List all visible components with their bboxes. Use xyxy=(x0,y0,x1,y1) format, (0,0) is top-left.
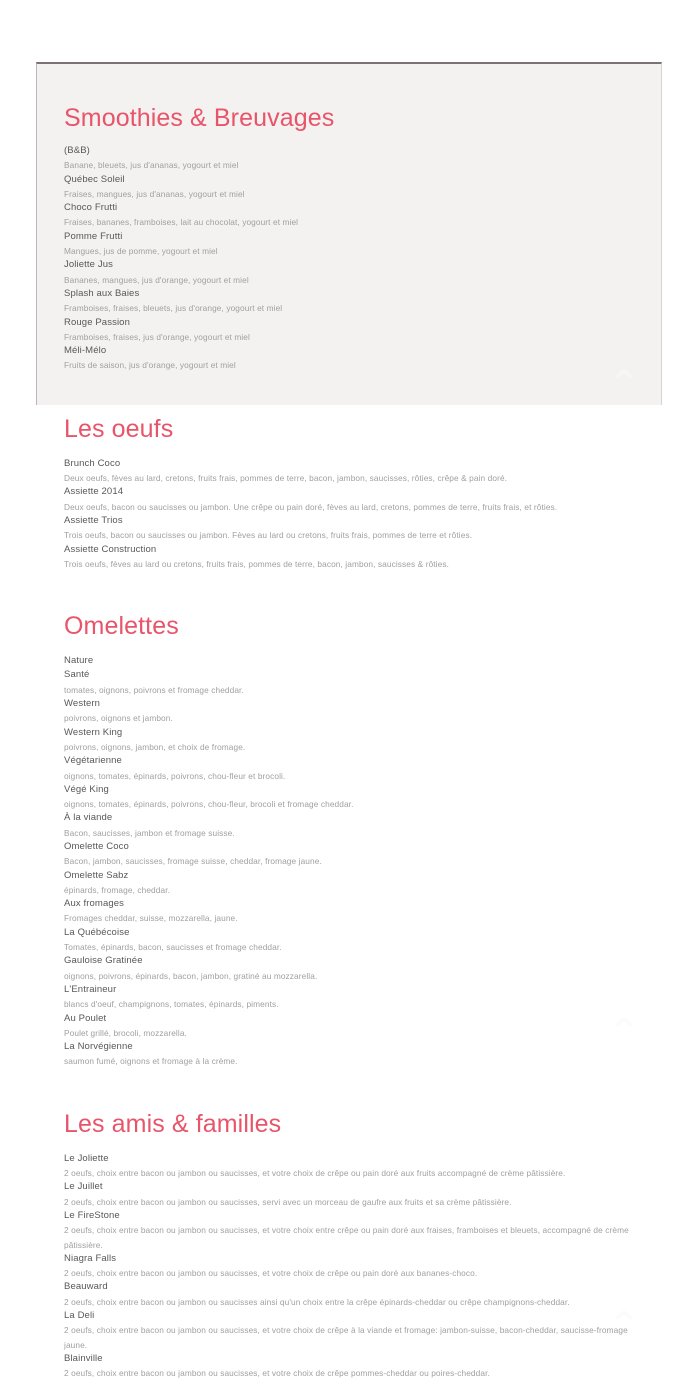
menu-item-name: Rouge Passion xyxy=(64,316,130,328)
menu-item-name: L'Entraineur xyxy=(64,983,117,995)
menu-item-description: 2 oeufs, choix entre bacon ou jambon ou saucisses, servi avec un morceau de gaufre aux fruits et sa crème pâtissière. xyxy=(64,1196,512,1207)
menu-item-description: 2 oeufs, choix entre bacon ou jambon ou saucisses, et votre choix de crêpe ou pain doré aux bananes-choco. xyxy=(64,1268,478,1279)
menu-item-name: Végétarienne xyxy=(64,755,122,767)
menu-item-description: tomates, oignons, poivrons et fromage cheddar. xyxy=(64,684,244,695)
menu-item-description: 2 oeufs, choix entre bacon ou jambon ou saucisses, et votre choix entre crêpe ou pain doré aux fraises, framboises et bleuets, accompagné de crème pâtissière. xyxy=(64,1225,629,1250)
menu-item xyxy=(64,144,662,173)
menu-item xyxy=(64,1012,662,1041)
menu-item-description: Bananes, mangues, jus d'orange, yogourt et miel xyxy=(64,274,249,285)
menu-item-description: 2 oeufs, choix entre bacon ou jambon ou saucisses, et votre choix de crêpe ou pain doré aux fruits accompagné de crème pâtissière. xyxy=(64,1168,566,1179)
menu-item-list xyxy=(64,457,662,571)
menu-item-name: Pomme Frutti xyxy=(64,230,123,242)
menu-item-description: Trois oeufs, bacon ou saucisses ou jambon. Fèves au lard ou cretons, fruits frais, pommes de terre et rôties. xyxy=(64,530,473,541)
menu-item-description: blancs d'oeuf, champignons, tomates, épinards, piments. xyxy=(64,999,279,1010)
menu-item-description: Mangues, jus de pomme, yogourt et miel xyxy=(64,246,218,257)
menu-item-description: oignons, poivrons, épinards, bacon, jambon, gratiné au mozzarella. xyxy=(64,970,318,981)
menu-item xyxy=(64,258,662,287)
menu-item xyxy=(64,840,662,869)
menu-item-name: Gauloise Gratinée xyxy=(64,955,143,967)
menu-section-omelettes xyxy=(0,611,698,1069)
menu-item-name: Niagra Falls xyxy=(64,1252,117,1264)
menu-item xyxy=(64,869,662,898)
menu-item-name: À la viande xyxy=(64,812,113,824)
menu-item xyxy=(64,754,662,783)
menu-item-name: Le Juillet xyxy=(64,1181,103,1193)
menu-item-description: Fraises, bananes, framboises, lait au chocolat, yogourt et miel xyxy=(64,217,299,228)
menu-item-description: Fruits de saison, jus d'orange, yogourt et miel xyxy=(64,360,236,371)
menu-item xyxy=(64,543,662,572)
menu-item-name: Western xyxy=(64,698,101,710)
menu-item-description: poivrons, oignons et jambon. xyxy=(64,713,173,724)
menu-item-description: 2 oeufs, choix entre bacon ou jambon ou saucisses ainsi qu'un choix entre la crêpe épinards-cheddar ou crêpe champignons-cheddar. xyxy=(64,1296,570,1307)
menu-item-list xyxy=(64,144,662,373)
menu-item-name: Beauward xyxy=(64,1281,108,1293)
menu-item-description: oignons, tomates, épinards, poivrons, chou-fleur, brocoli et fromage cheddar. xyxy=(64,799,354,810)
menu-item-name: Aux fromages xyxy=(64,898,125,910)
menu-item-description: Fromages cheddar, suisse, mozzarella, jaune. xyxy=(64,913,238,924)
menu-item xyxy=(64,783,662,812)
menu-item xyxy=(64,726,662,755)
menu-section-amis xyxy=(0,1109,698,1381)
menu-item-description: Fraises, mangues, jus d'ananas, yogourt et miel xyxy=(64,188,245,199)
scroll-to-top-chevron-up-icon[interactable] xyxy=(613,1307,635,1323)
menu-item-description: Banane, bleuets, jus d'ananas, yogourt et miel xyxy=(64,160,239,171)
menu-item-list xyxy=(64,654,662,1069)
menu-item-name: Méli-Mélo xyxy=(64,345,107,357)
menu-item-list xyxy=(64,1152,662,1381)
menu-item xyxy=(64,1152,662,1181)
menu-item-name: Western King xyxy=(64,726,123,738)
menu-item xyxy=(64,173,662,202)
menu-item-name: La Deli xyxy=(64,1310,95,1321)
menu-item xyxy=(64,201,662,230)
menu-item-name: Blainville xyxy=(64,1352,103,1364)
menu-item xyxy=(64,983,662,1012)
menu-item xyxy=(64,485,662,514)
menu-item xyxy=(64,1180,662,1209)
menu-item-name: La Norvégienne xyxy=(64,1041,133,1053)
menu-item-description: oignons, tomates, épinards, poivrons, chou-fleur et brocoli. xyxy=(64,770,286,781)
menu-item-description: Trois oeufs, fèves au lard ou cretons, fruits frais, pommes de terre, bacon, jambon, saucisses & rôties. xyxy=(64,558,449,569)
menu-item-description: Deux oeufs, bacon ou saucisses ou jambon. Une crêpe ou pain doré, fèves au lard, cretons, pommes de terre, fruits frais, et rôties. xyxy=(64,501,558,512)
menu-item xyxy=(64,1209,662,1252)
menu-item xyxy=(64,1252,662,1281)
menu-section-oeufs xyxy=(0,414,698,571)
menu-item-name: Assiette Construction xyxy=(64,543,157,555)
menu-item xyxy=(64,897,662,926)
menu-item xyxy=(64,926,662,955)
menu-item-description: épinards, fromage, cheddar. xyxy=(64,884,171,895)
menu-item-description: 2 oeufs, choix entre bacon ou jambon ou saucisses, et votre choix de crêpe à la viande et fromage: jambon-suisse, bacon-cheddar, saucisse-fromage jaune. xyxy=(64,1325,628,1350)
menu-item xyxy=(64,1280,662,1309)
menu-item xyxy=(64,1352,662,1381)
menu-item xyxy=(64,344,662,373)
menu-item-name: Le Joliette xyxy=(64,1152,109,1164)
scroll-to-top-chevron-up-icon[interactable] xyxy=(613,366,635,382)
menu-item xyxy=(64,1309,662,1352)
section-title: Omelettes xyxy=(64,612,179,641)
menu-item-name: Joliette Jus xyxy=(64,259,113,271)
menu-item-name: Santé xyxy=(64,669,90,681)
menu-item-description: saumon fumé, oignons et fromage à la crème. xyxy=(64,1056,238,1067)
menu-item xyxy=(64,230,662,259)
section-title: Les oeufs xyxy=(64,414,174,443)
menu-item-name: Omelette Sabz xyxy=(64,869,129,881)
menu-section-smoothies xyxy=(0,103,698,373)
menu-item-name: Au Poulet xyxy=(64,1012,107,1024)
menu-item xyxy=(64,1040,662,1069)
menu-item-description: poivrons, oignons, jambon, et choix de fromage. xyxy=(64,741,246,752)
menu-item-description: Tomates, épinards, bacon, saucisses et fromage cheddar. xyxy=(64,942,282,953)
menu-item-description: Deux oeufs, fèves au lard, cretons, fruits frais, pommes de terre, bacon, jambon, saucisses, rôties, crêpe & pain doré. xyxy=(64,473,508,484)
menu-item-description: Framboises, fraises, bleuets, jus d'orange, yogourt et miel xyxy=(64,303,283,314)
menu-item-name: Assiette Trios xyxy=(64,514,123,526)
menu-item xyxy=(64,514,662,543)
menu-item-name: Splash aux Baies xyxy=(64,287,140,299)
menu-item-description: 2 oeufs, choix entre bacon ou jambon ou saucisses, et votre choix de crêpe pommes-cheddar ou poires-cheddar. xyxy=(64,1368,490,1379)
menu-item-description: Bacon, saucisses, jambon et fromage suisse. xyxy=(64,827,235,838)
section-title: Smoothies & Breuvages xyxy=(64,104,335,132)
menu-item xyxy=(64,668,662,697)
menu-item-description: Bacon, jambon, saucisses, fromage suisse, cheddar, fromage jaune. xyxy=(64,856,322,867)
menu-item-name: La Québécoise xyxy=(64,926,130,938)
scroll-to-top-chevron-up-icon[interactable] xyxy=(613,1014,635,1030)
menu-item xyxy=(64,811,662,840)
menu-item xyxy=(64,287,662,316)
section-title: Les amis & familles xyxy=(64,1109,282,1138)
menu-item-name: Végé King xyxy=(64,783,109,795)
menu-item xyxy=(64,457,662,486)
menu-item-name: Québec Soleil xyxy=(64,173,125,185)
menu-item-name: Brunch Coco xyxy=(64,457,121,469)
menu-item-name: Le FireStone xyxy=(64,1209,120,1221)
menu-item-name: Choco Frutti xyxy=(64,202,118,214)
menu-item-name: (B&B) xyxy=(64,145,90,156)
menu-item xyxy=(64,654,662,668)
menu-item xyxy=(64,316,662,345)
menu-item-name: Assiette 2014 xyxy=(64,486,124,498)
menu-item-name: Omelette Coco xyxy=(64,840,129,852)
menu-item-description: Poulet grillé, brocoli, mozzarella. xyxy=(64,1027,187,1038)
menu-item-description: Framboises, fraises, jus d'orange, yogourt et miel xyxy=(64,331,250,342)
menu-item xyxy=(64,954,662,983)
menu-item-name: Nature xyxy=(64,655,94,667)
menu-item xyxy=(64,697,662,726)
